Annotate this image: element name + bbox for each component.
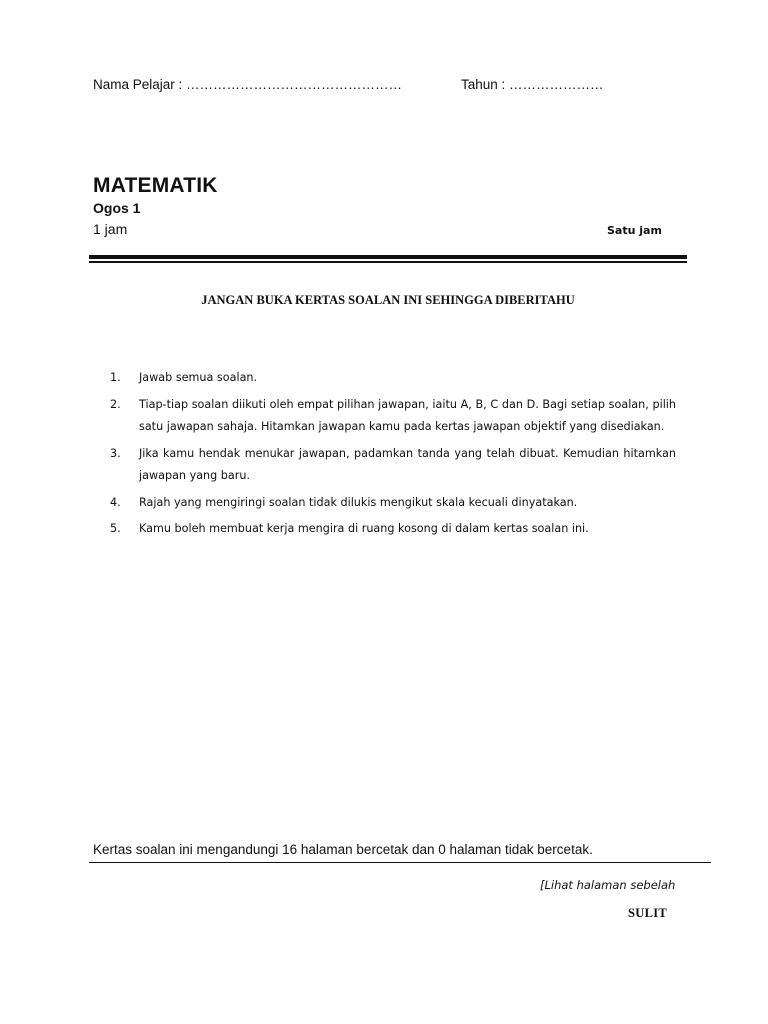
warning-notice: JANGAN BUKA KERTAS SOALAN INI SEHINGGA DIBERITAHU	[201, 293, 575, 307]
year-field: Tahun : …………………	[461, 77, 604, 92]
next-page-note: [Lihat halaman sebelah	[540, 878, 676, 892]
divider-thin	[89, 261, 687, 263]
instruction-number: 3.	[110, 446, 121, 460]
page-subtitle: Ogos 1	[93, 200, 141, 216]
instruction-text: Tiap-tiap soalan diikuti oleh empat pilihan jawapan, iaitu A, B, C dan D. Bagi setiap soalan, pilih satu jawapan sahaja. Hitamkan jawapan kamu pada kertas jawapan objektif yang disediakan.	[139, 397, 676, 433]
student-name-field: Nama Pelajar : …………………………………………	[93, 77, 403, 92]
instruction-number: 5.	[110, 522, 121, 535]
instruction-item	[110, 518, 676, 541]
instruction-item	[110, 394, 676, 439]
instruction-text: Rajah yang mengiringi soalan tidak dilukis mengikut skala kecuali dinyatakan.	[139, 495, 578, 509]
instruction-text: Jika kamu hendak menukar jawapan, padamkan tanda yang telah dibuat. Kemudian hitamkan jawapan yang baru.	[139, 446, 676, 482]
duration: 1 jam	[93, 221, 128, 237]
instructions-list	[110, 367, 676, 545]
instruction-text: Kamu boleh membuat kerja mengira di ruang kosong di dalam kertas soalan ini.	[139, 522, 589, 535]
classification-label: SULIT	[628, 906, 668, 920]
instruction-text: Jawab semua soalan.	[139, 371, 258, 384]
instruction-number: 2.	[110, 397, 121, 411]
instruction-item	[110, 492, 676, 515]
instruction-number: 1.	[110, 371, 121, 384]
instruction-number: 4.	[110, 495, 121, 509]
duration-words: Satu jam	[607, 224, 662, 237]
page-count-note: Kertas soalan ini mengandungi 16 halaman bercetak dan 0 halaman tidak bercetak.	[93, 842, 593, 857]
page-title: MATEMATIK	[93, 174, 218, 197]
instruction-item	[110, 443, 676, 488]
instruction-item	[110, 367, 676, 390]
divider-thick	[89, 255, 687, 259]
footer-divider	[89, 862, 711, 863]
